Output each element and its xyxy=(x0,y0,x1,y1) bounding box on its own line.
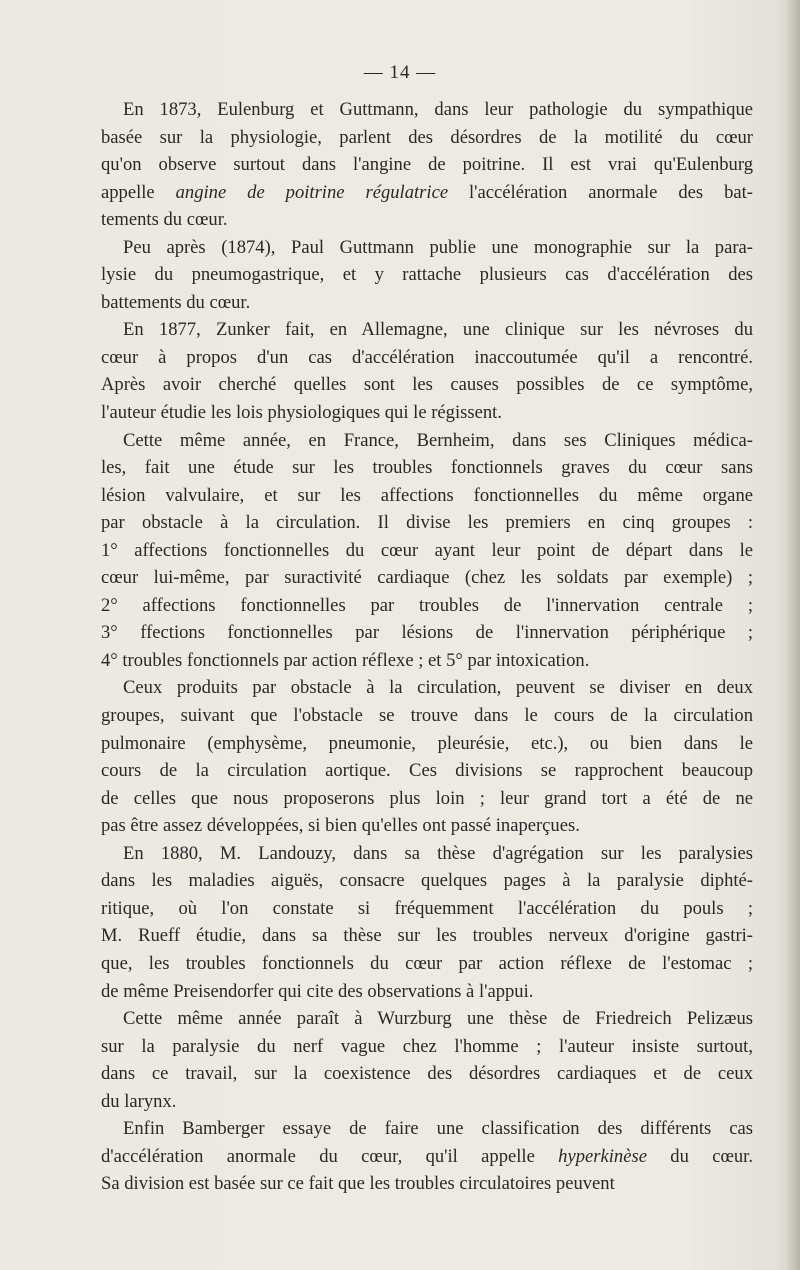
text-line: lésion valvulaire, et sur les affections fonctionnelles du même organe xyxy=(101,484,753,506)
text-line: En 1880, M. Landouzy, dans sa thèse d'agrégation sur les paralysies xyxy=(123,842,753,864)
text-line: que, les troubles fonctionnels du cœur par action réflexe de l'estomac ; xyxy=(101,952,753,974)
text-line: Après avoir cherché quelles sont les causes possibles de ce symptôme, xyxy=(101,374,753,396)
text-line: En 1877, Zunker fait, en Allemagne, une clinique sur les névroses du xyxy=(123,319,753,341)
text-line: cœur lui-même, par suractivité cardiaque (chez les soldats par exemple) ; xyxy=(101,567,753,589)
text-line: Cette même année paraît à Wurzburg une thèse de Friedreich Pelizæus xyxy=(123,1008,753,1030)
paragraph xyxy=(101,1005,753,1115)
text-line: qu'on observe surtout dans l'angine de poitrine. Il est vrai qu'Eulenburg xyxy=(101,154,753,176)
text-line: 1° affections fonctionnelles du cœur ayant leur point de départ dans le xyxy=(101,539,753,561)
text-line: par obstacle à la circulation. Il divise les premiers en cinq groupes : xyxy=(101,512,753,534)
text-line: groupes, suivant que l'obstacle se trouve dans le cours de la circulation xyxy=(101,705,753,727)
paragraph xyxy=(101,840,753,1005)
text-line: Enfin Bamberger essaye de faire une classification des différents cas xyxy=(123,1118,753,1140)
paragraph xyxy=(101,234,753,317)
paragraph xyxy=(101,316,753,426)
text-line: appelle angine de poitrine régulatrice l'accélération anormale des bat- xyxy=(101,181,753,203)
text-line: cœur à propos d'un cas d'accélération inaccoutumée qu'il a rencontré. xyxy=(101,346,753,368)
text-line: Cette même année, en France, Bernheim, dans ses Cliniques médica- xyxy=(123,429,753,451)
paragraph xyxy=(101,1115,753,1198)
text-line: dans les maladies aiguës, consacre quelques pages à la paralysie diphté- xyxy=(101,870,753,892)
text-line: de celles que nous proposerons plus loin ; leur grand tort a été de ne xyxy=(101,787,753,809)
text-line: battements du cœur. xyxy=(101,291,251,313)
text-line: du larynx. xyxy=(101,1090,177,1112)
text-line: de même Preisendorfer qui cite des observations à l'appui. xyxy=(101,980,534,1002)
text-line: lysie du pneumogastrique, et y rattache plusieurs cas d'accélération des xyxy=(101,264,753,286)
text-line: l'auteur étudie les lois physiologiques qui le régissent. xyxy=(101,402,502,424)
text-line: tements du cœur. xyxy=(101,209,228,231)
text-line: dans ce travail, sur la coexistence des désordres cardiaques et de ceux xyxy=(101,1063,753,1085)
page-edge-shadow xyxy=(786,0,800,1270)
text-line: cours de la circulation aortique. Ces divisions se rapprochent beaucoup xyxy=(101,760,753,782)
text-line: les, fait une étude sur les troubles fonctionnels graves du cœur sans xyxy=(101,457,753,479)
text-line: Peu après (1874), Paul Guttmann publie une monographie sur la para- xyxy=(123,236,753,258)
text-line: pas être assez développées, si bien qu'elles ont passé inaperçues. xyxy=(101,815,580,837)
text-line: d'accélération anormale du cœur, qu'il appelle hyperkinèse du cœur. xyxy=(101,1145,753,1167)
text-line: pulmonaire (emphysème, pneumonie, pleurésie, etc.), ou bien dans le xyxy=(101,732,753,754)
text-line: Sa division est basée sur ce fait que les troubles circulatoires peuvent xyxy=(101,1173,615,1195)
text-line: ritique, où l'on constate si fréquemment l'accélération du pouls ; xyxy=(101,897,753,919)
body-text xyxy=(101,96,753,1198)
text-line: basée sur la physiologie, parlent des désordres de la motilité du cœur xyxy=(101,126,753,148)
paragraph xyxy=(101,96,753,234)
text-line: 2° affections fonctionnelles par troubles de l'innervation centrale ; xyxy=(101,594,753,616)
paragraph xyxy=(101,674,753,839)
text-line: 4° troubles fonctionnels par action réflexe ; et 5° par intoxication. xyxy=(101,649,590,671)
text-line: En 1873, Eulenburg et Guttmann, dans leur pathologie du sympathique xyxy=(123,99,753,120)
text-line: Ceux produits par obstacle à la circulation, peuvent se diviser en deux xyxy=(123,677,753,699)
paragraph xyxy=(101,427,753,675)
text-line: sur la paralysie du nerf vague chez l'homme ; l'auteur insiste surtout, xyxy=(101,1035,753,1057)
text-line: M. Rueff étudie, dans sa thèse sur les troubles nerveux d'origine gastri- xyxy=(101,925,753,947)
text-line: 3° ffections fonctionnelles par lésions de l'innervation périphérique ; xyxy=(101,622,753,644)
page-number-header: — 14 — xyxy=(363,62,437,83)
